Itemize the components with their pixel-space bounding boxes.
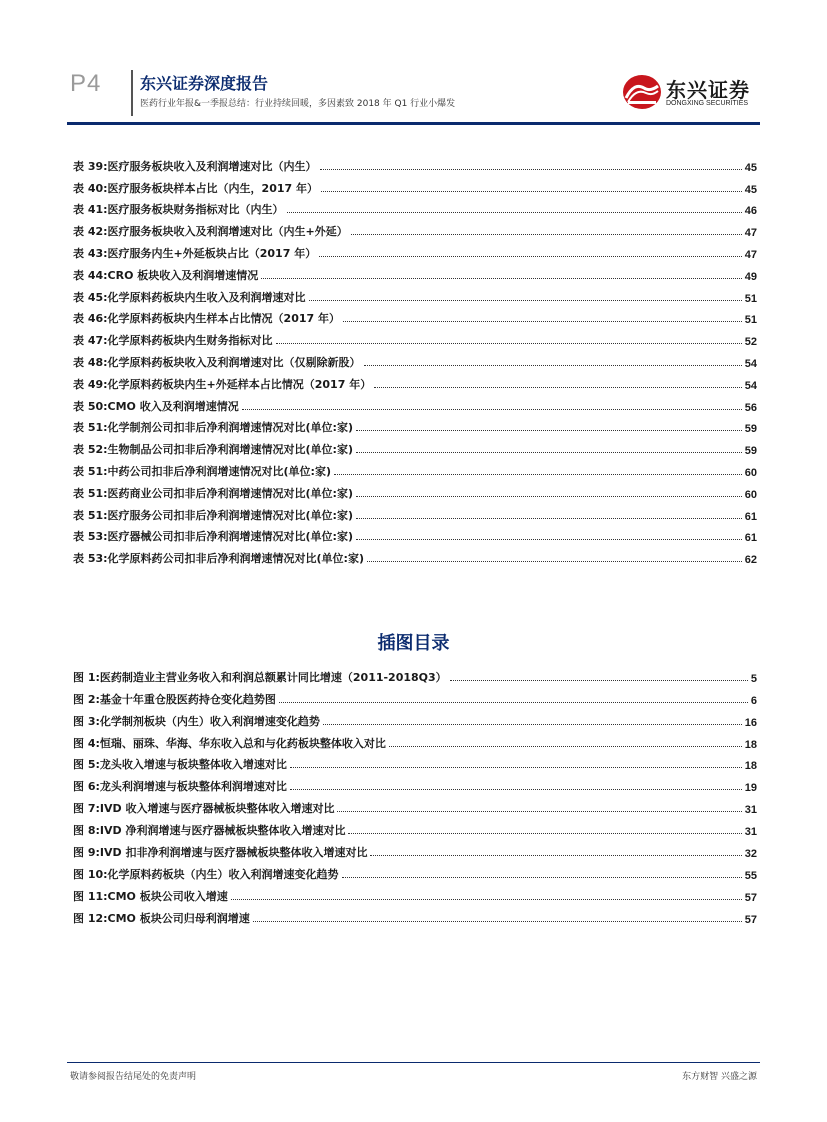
toc-entry-label: 图 8:IVD 净利润增速与医疗器械板块整体收入增速对比 [73, 824, 346, 838]
table-toc-entry[interactable] [73, 261, 757, 283]
figure-toc-entry[interactable] [73, 663, 757, 685]
toc-entry-page: 52 [744, 336, 757, 349]
table-toc-entry[interactable] [73, 523, 757, 545]
toc-entry-page: 18 [744, 760, 757, 773]
toc-entry-page: 19 [744, 782, 757, 795]
toc-entry-label: 表 51:医药商业公司扣非后净利润增速情况对比(单位:家) [73, 486, 353, 500]
toc-leader-dots [356, 496, 742, 497]
toc-entry-label: 图 11:CMO 板块公司收入增速 [73, 889, 228, 903]
toc-entry-page: 57 [744, 913, 757, 926]
figure-toc-entry[interactable] [73, 751, 757, 773]
toc-entry-page: 54 [744, 357, 757, 370]
toc-leader-dots [290, 789, 742, 790]
toc-entry-page: 59 [744, 423, 757, 436]
toc-leader-dots [356, 539, 742, 540]
figure-toc-entry[interactable] [73, 685, 757, 707]
toc-entry-label: 表 43:医疗服务内生+外延板块占比（2017 年） [73, 246, 317, 260]
table-toc-entry[interactable] [73, 174, 757, 196]
toc-entry-page: 60 [744, 466, 757, 479]
toc-entry-label: 图 10:化学原料药板块（内生）收入利润增速变化趋势 [73, 867, 339, 881]
toc-entry-page: 61 [744, 510, 757, 523]
figures-toc [73, 663, 757, 926]
toc-entry-page: 57 [744, 891, 757, 904]
toc-entry-page: 55 [744, 869, 757, 882]
toc-entry-label: 表 46:化学原料药板块内生样本占比情况（2017 年） [73, 312, 340, 326]
toc-entry-label: 表 42:医疗服务板块收入及利润增速对比（内生+外延） [73, 225, 348, 239]
toc-leader-dots [253, 921, 742, 922]
toc-leader-dots [450, 680, 748, 681]
toc-leader-dots [231, 899, 742, 900]
toc-entry-label: 图 3:化学制剂板块（内生）收入利润增速变化趋势 [73, 714, 320, 728]
figure-toc-entry[interactable] [73, 816, 757, 838]
table-toc-entry[interactable] [73, 196, 757, 218]
table-toc-entry[interactable] [73, 305, 757, 327]
footer-disclaimer: 敬请参阅报告结尾处的免责声明 [70, 1072, 197, 1082]
toc-entry-label: 表 51:中药公司扣非后净利润增速情况对比(单位:家) [73, 464, 331, 478]
figure-toc-entry[interactable] [73, 729, 757, 751]
toc-leader-dots [279, 702, 748, 703]
toc-entry-label: 表 51:化学制剂公司扣非后净利润增速情况对比(单位:家) [73, 421, 353, 435]
table-toc-entry[interactable] [73, 392, 757, 414]
toc-leader-dots [364, 365, 742, 366]
table-toc-entry[interactable] [73, 152, 757, 174]
toc-leader-dots [370, 855, 741, 856]
toc-entry-page: 51 [744, 292, 757, 305]
table-toc-entry[interactable] [73, 348, 757, 370]
toc-entry-label: 图 4:恒瑞、丽珠、华海、华东收入总和与化药板块整体收入对比 [73, 736, 386, 750]
figure-toc-entry[interactable] [73, 707, 757, 729]
table-toc-entry[interactable] [73, 283, 757, 305]
toc-entry-label: 表 45:化学原料药板块内生收入及利润增速对比 [73, 290, 306, 304]
toc-entry-page: 18 [744, 738, 757, 751]
toc-entry-page: 31 [744, 826, 757, 839]
toc-entry-label: 图 7:IVD 收入增速与医疗器械板块整体收入增速对比 [73, 802, 335, 816]
toc-entry-page: 45 [744, 161, 757, 174]
toc-entry-page: 47 [744, 227, 757, 240]
toc-entry-page: 62 [744, 554, 757, 567]
logo-english-name: DONGXING SECURITIES [666, 100, 749, 107]
toc-entry-label: 表 40:医疗服务板块样本占比（内生，2017 年） [73, 181, 318, 195]
table-toc-entry[interactable] [73, 217, 757, 239]
toc-entry-label: 表 44:CRO 板块收入及利润增速情况 [73, 268, 259, 282]
toc-leader-dots [319, 256, 742, 257]
toc-leader-dots [321, 191, 742, 192]
figure-toc-entry[interactable] [73, 904, 757, 926]
report-subtitle: 医药行业年报&一季报总结：行业持续回暖，多因素致 2018 年 Q1 行业小爆发 [140, 99, 456, 109]
toc-leader-dots [356, 430, 742, 431]
toc-entry-label: 表 47:化学原料药板块内生财务指标对比 [73, 334, 273, 348]
toc-entry-page: 32 [744, 848, 757, 861]
figure-toc-entry[interactable] [73, 838, 757, 860]
toc-entry-label: 图 9:IVD 扣非净利润增速与医疗器械板块整体收入增速对比 [73, 846, 368, 860]
toc-leader-dots [276, 343, 742, 344]
header-rule [67, 122, 760, 125]
toc-leader-dots [309, 300, 742, 301]
toc-entry-page: 31 [744, 804, 757, 817]
toc-leader-dots [337, 811, 741, 812]
figures-heading: 插图目录 [377, 633, 450, 654]
page-number: P4 [70, 70, 102, 97]
table-toc-entry[interactable] [73, 239, 757, 261]
logo-mark-icon [622, 74, 662, 110]
table-toc-entry[interactable] [73, 435, 757, 457]
toc-entry-page: 56 [744, 401, 757, 414]
toc-entry-label: 图 1:医药制造业主营业务收入和利润总额累计同比增速（2011-2018Q3） [73, 670, 447, 684]
toc-entry-page: 61 [744, 532, 757, 545]
figure-toc-entry[interactable] [73, 860, 757, 882]
table-toc-entry[interactable] [73, 457, 757, 479]
toc-leader-dots [320, 169, 742, 170]
toc-leader-dots [389, 746, 742, 747]
toc-leader-dots [367, 561, 742, 562]
logo-name: 东兴证券 [666, 78, 750, 102]
toc-leader-dots [348, 833, 741, 834]
toc-entry-page: 51 [744, 314, 757, 327]
figure-toc-entry[interactable] [73, 772, 757, 794]
toc-entry-label: 表 51:医疗服务公司扣非后净利润增速情况对比(单位:家) [73, 508, 353, 522]
table-toc-entry[interactable] [73, 544, 757, 566]
toc-entry-page: 49 [744, 270, 757, 283]
toc-entry-page: 16 [744, 716, 757, 729]
tables-toc [73, 152, 757, 566]
toc-entry-page: 5 [750, 672, 757, 685]
toc-entry-label: 图 6:龙头利润增速与板块整体利润增速对比 [73, 780, 287, 794]
toc-entry-page: 59 [744, 445, 757, 458]
toc-entry-label: 表 41:医疗服务板块财务指标对比（内生） [73, 203, 284, 217]
toc-leader-dots [343, 321, 742, 322]
toc-entry-label: 表 53:化学原料药公司扣非后净利润增速情况对比(单位:家) [73, 552, 364, 566]
header-divider [131, 70, 133, 116]
figure-toc-entry[interactable] [73, 882, 757, 904]
toc-entry-page: 47 [744, 248, 757, 261]
table-toc-entry[interactable] [73, 326, 757, 348]
toc-entry-label: 图 12:CMO 板块公司归母利润增速 [73, 911, 250, 925]
toc-leader-dots [261, 278, 741, 279]
toc-leader-dots [356, 452, 742, 453]
toc-leader-dots [290, 767, 742, 768]
figure-toc-entry[interactable] [73, 794, 757, 816]
report-title: 东兴证券深度报告 [140, 74, 269, 93]
company-logo [622, 72, 752, 114]
toc-leader-dots [242, 409, 742, 410]
toc-entry-label: 图 2:基金十年重仓股医药持仓变化趋势图 [73, 692, 276, 706]
toc-leader-dots [287, 212, 742, 213]
toc-entry-label: 表 49:化学原料药板块内生+外延样本占比情况（2017 年） [73, 377, 372, 391]
toc-leader-dots [351, 234, 742, 235]
toc-entry-page: 60 [744, 488, 757, 501]
toc-entry-label: 表 48:化学原料药板块收入及利润增速对比（仅剔除新股） [73, 355, 361, 369]
table-toc-entry[interactable] [73, 414, 757, 436]
toc-entry-label: 表 39:医疗服务板块收入及利润增速对比（内生） [73, 159, 317, 173]
toc-leader-dots [374, 387, 742, 388]
footer-rule [67, 1062, 760, 1063]
footer-slogan: 东方财智 兴盛之源 [682, 1072, 757, 1082]
toc-entry-page: 54 [744, 379, 757, 392]
toc-leader-dots [342, 877, 742, 878]
toc-entry-label: 表 50:CMO 收入及利润增速情况 [73, 399, 239, 413]
toc-leader-dots [323, 724, 742, 725]
toc-leader-dots [334, 474, 742, 475]
table-toc-entry[interactable] [73, 370, 757, 392]
toc-entry-label: 表 53:医疗器械公司扣非后净利润增速情况对比(单位:家) [73, 530, 353, 544]
toc-entry-label: 表 52:生物制品公司扣非后净利润增速情况对比(单位:家) [73, 443, 353, 457]
toc-entry-page: 46 [744, 205, 757, 218]
toc-leader-dots [356, 518, 742, 519]
toc-entry-page: 6 [750, 694, 757, 707]
table-toc-entry[interactable] [73, 501, 757, 523]
table-toc-entry[interactable] [73, 479, 757, 501]
toc-entry-page: 45 [744, 183, 757, 196]
toc-entry-label: 图 5:龙头收入增速与板块整体收入增速对比 [73, 758, 287, 772]
